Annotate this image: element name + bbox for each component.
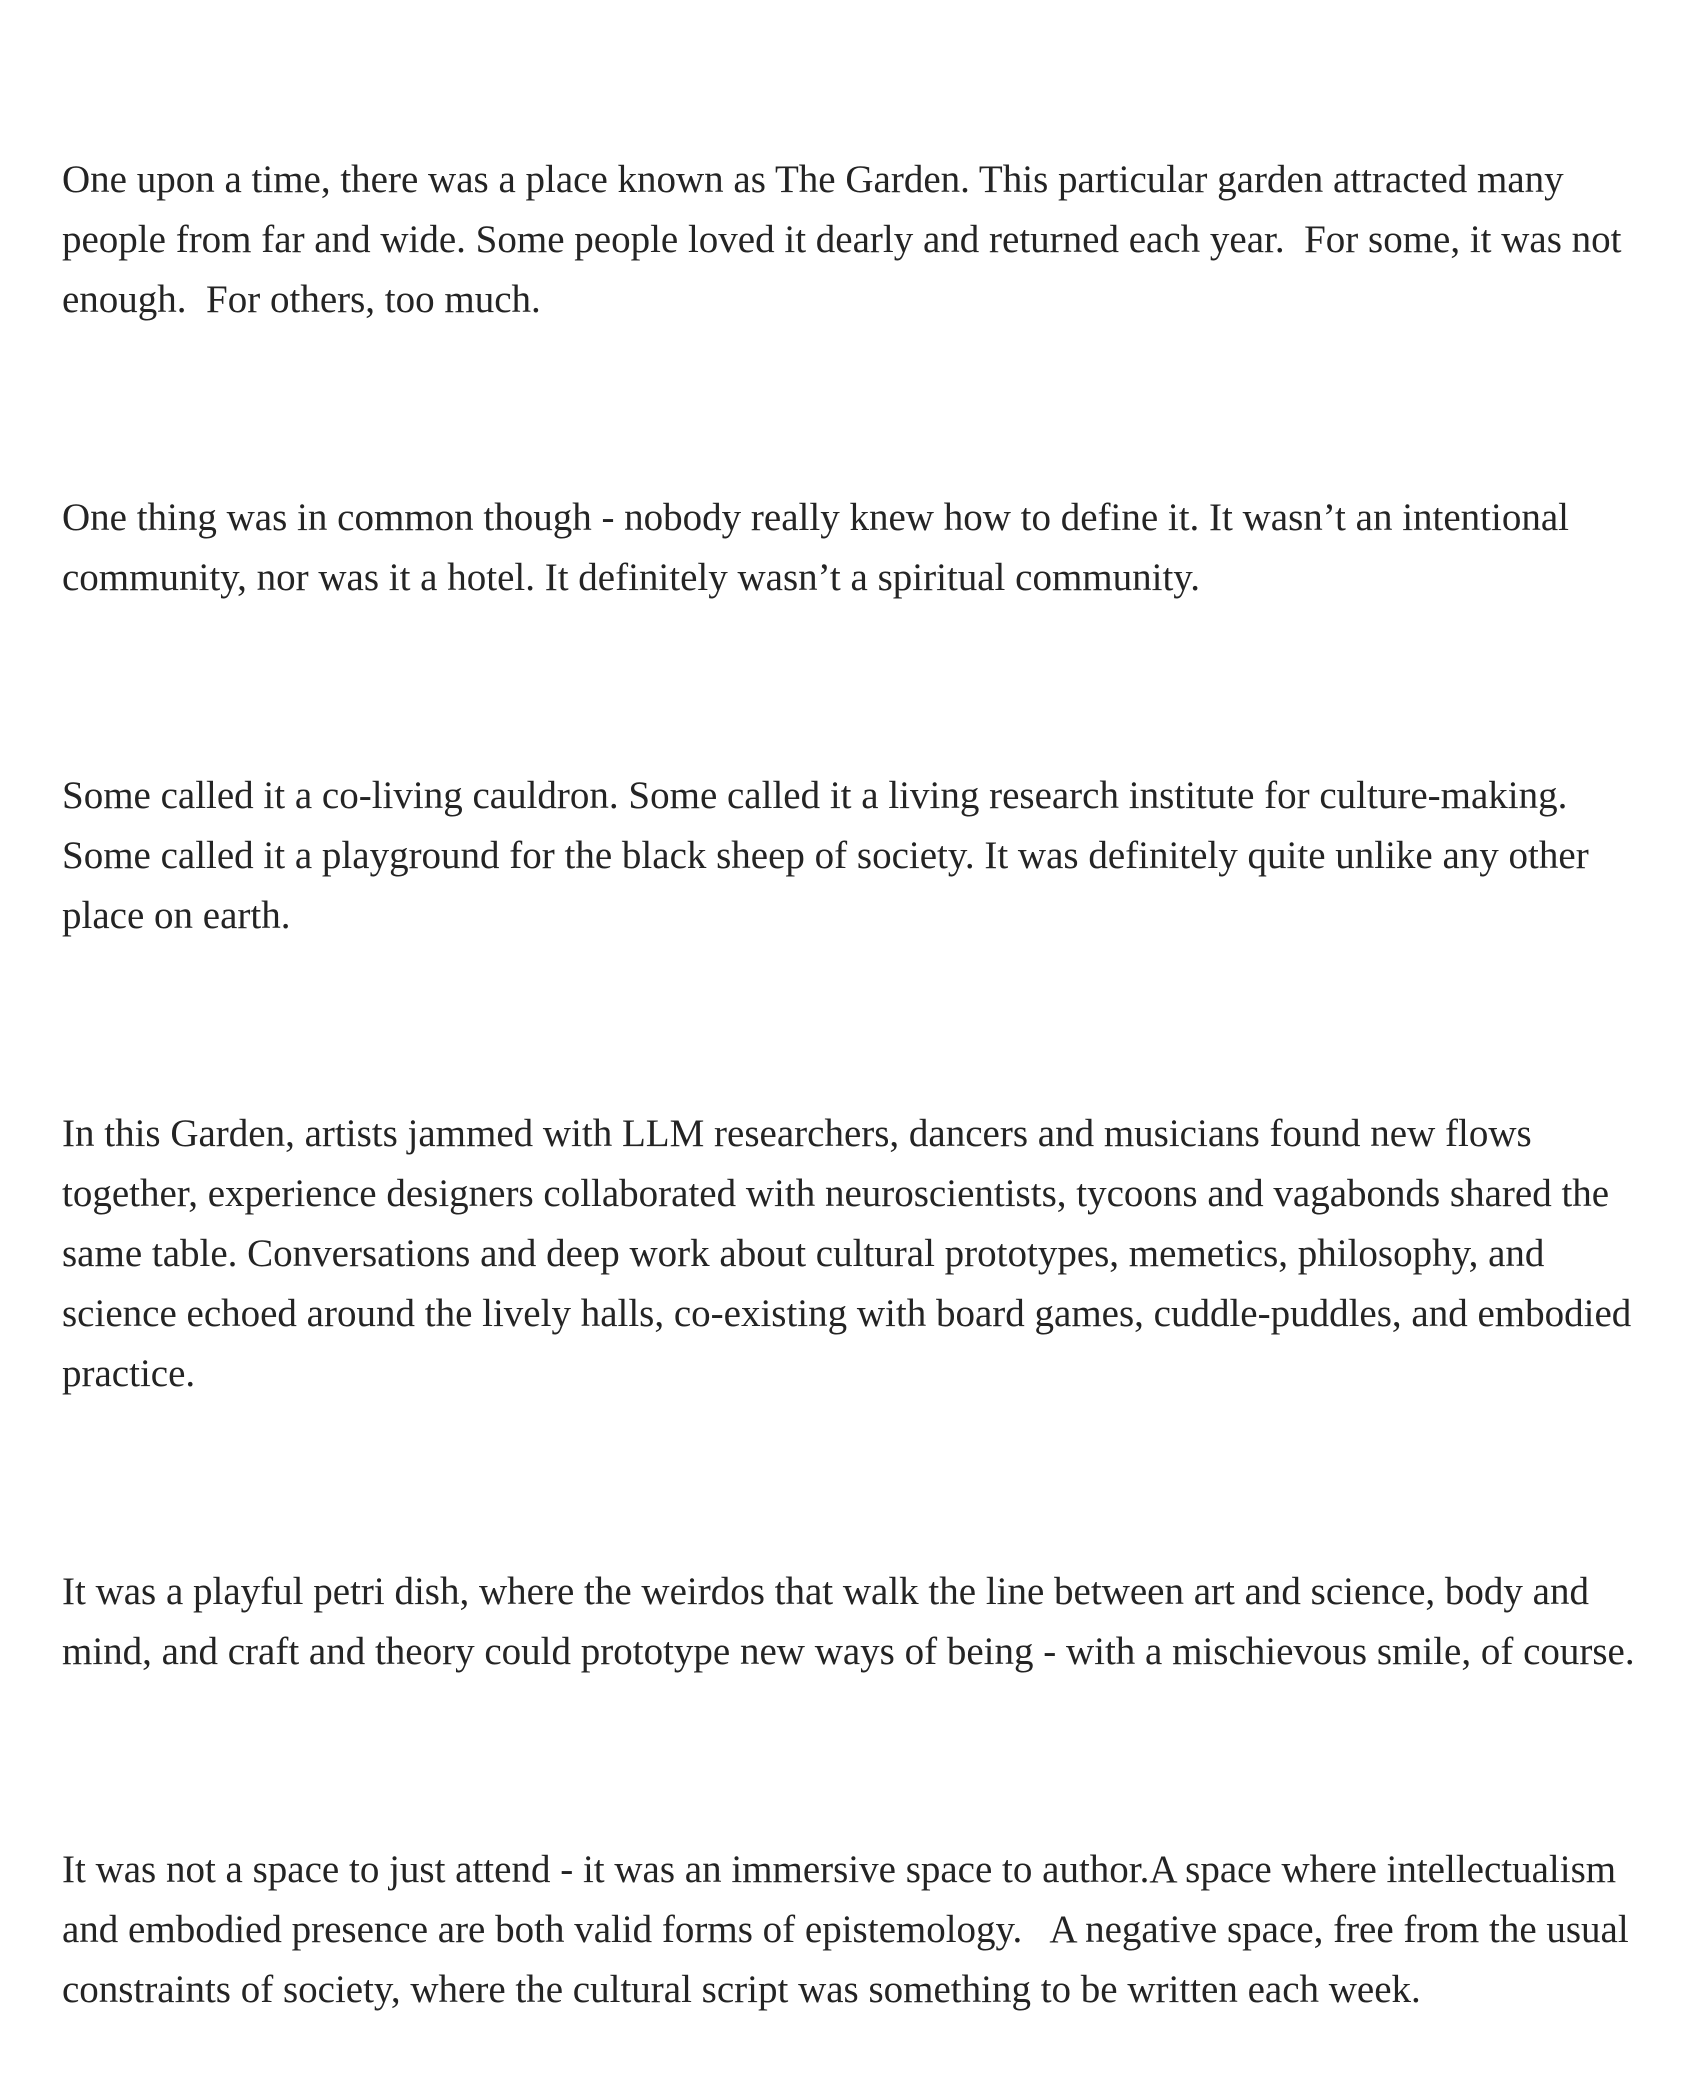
paragraph-5: It was a playful petri dish, where the weirdos that walk the line between art and science, body and mind, and craft and theory could prototype new ways of being - with a mischievous smile, of course.: [62, 1570, 1635, 1673]
paragraph-3: Some called it a co-living cauldron. Some called it a living research institute for culture-making. Some called it a playground for the black sheep of society. It was definitely quite unlike any other place on earth.: [62, 774, 1599, 937]
paragraph-1: One upon a time, there was a place known as The Garden. This particular garden attracted many people from far and wide. Some people loved it dearly and returned each year. For some, it was not enough. For others, too much.: [62, 158, 1632, 321]
paragraph-4: In this Garden, artists jammed with LLM researchers, dancers and musicians found new flows together, experience designers collaborated with neuroscientists, tycoons and vagabonds shared the same table. Conversations and deep work about cultural prototypes, memetics, philosophy, and science echoed around the lively halls, co-existing with board games, cuddle-puddles, and embodied practice.: [62, 1112, 1642, 1395]
article-body: [62, 30, 1642, 2080]
paragraph-6: It was not a space to just attend - it was an immersive space to author.A space where intellectualism and embodied presence are both valid forms of epistemology. A negative space, free from the usual constraints of society, where the cultural script was something to be written each week.: [62, 1848, 1639, 2011]
paragraph-2: One thing was in common though - nobody really knew how to define it. It wasn’t an intentional community, nor was it a hotel. It definitely wasn’t a spiritual community.: [62, 496, 1579, 599]
